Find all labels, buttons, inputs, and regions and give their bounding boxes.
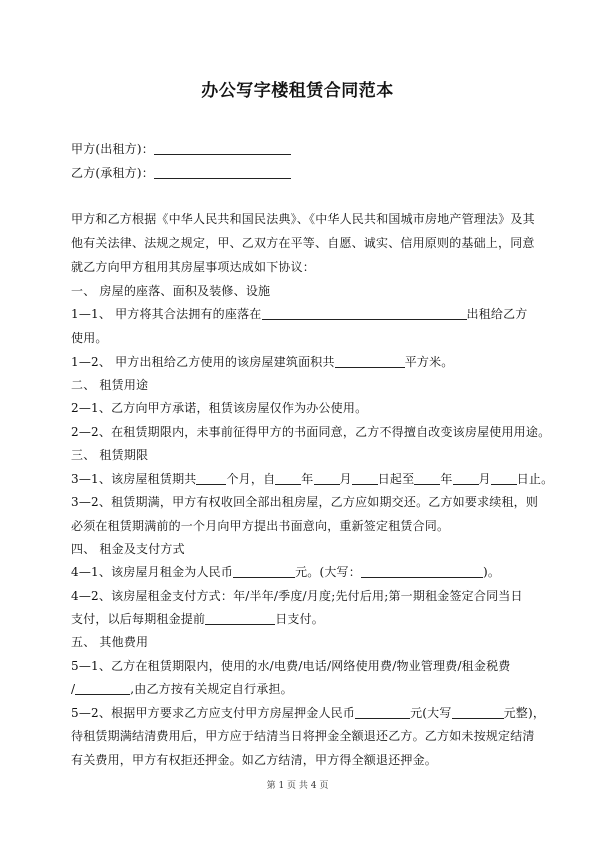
deposit-amount-blank <box>355 706 410 719</box>
clause-1-2-text-a: 1—2、 甲方出租给乙方使用的该房屋建筑面积共 <box>71 355 335 369</box>
clause-5-1-line-2 <box>71 681 528 697</box>
clause-1-2-text-b: 平方米。 <box>404 355 454 369</box>
section-5-heading: 五、 其他费用 <box>71 635 149 649</box>
address-blank <box>262 307 467 320</box>
clause-3-1-text-b: 个月，自 <box>226 472 276 486</box>
clause-5-1-text-b: ,由乙方按有关规定自行承担。 <box>130 682 293 696</box>
section-2-heading: 二、 租赁用途 <box>71 378 149 392</box>
page-title: 办公写字楼租赁合同范本 <box>201 81 394 101</box>
area-blank <box>335 355 405 368</box>
rent-amount-blank <box>233 565 295 578</box>
clause-4-1-text-a: 4—1、该房屋月租金为人民币 <box>71 565 234 579</box>
clause-4-1-text-b: 元。(大写： <box>295 565 361 579</box>
intro-line-3: 就乙方向甲方租用其房屋事项达成如下协议： <box>71 260 316 274</box>
start-month-blank <box>314 472 340 485</box>
clause-3-1-text-d: 月 <box>339 472 352 486</box>
clause-3-1-text-f: 年 <box>440 472 453 486</box>
party-b-blank <box>154 166 291 179</box>
party-a-label: 甲方(出租方)： <box>71 142 154 156</box>
clause-2-2: 2—2、在租赁期限内，未事前征得甲方的书面同意，乙方不得擅自改变该房屋使用用途。 <box>71 425 551 439</box>
months-blank <box>196 472 226 485</box>
clause-5-2-text-a: 5—2、根据甲方要求乙方应支付甲方房屋押金人民币 <box>71 706 356 720</box>
clause-3-1-text-h: 日止。 <box>516 472 554 486</box>
clause-1-2 <box>71 354 528 370</box>
clause-5-2-text-c: 元整)， <box>503 706 546 720</box>
clause-3-1-text-a: 3—1、该房屋租赁期共 <box>71 472 197 486</box>
advance-days-blank <box>205 612 275 625</box>
intro-line-1: 甲方和乙方根据《中华人民共和国民法典》、《中华人民共和国城市房地产管理法》及其 <box>71 212 535 226</box>
rent-uppercase-blank <box>361 565 483 578</box>
section-3-heading: 三、 租赁期限 <box>71 448 149 462</box>
start-day-blank <box>352 472 378 485</box>
clause-3-1-text-c: 年 <box>301 472 314 486</box>
end-day-blank <box>491 472 517 485</box>
clause-1-1 <box>71 306 528 322</box>
clause-3-1-text-e: 日起至 <box>377 472 415 486</box>
clause-4-1 <box>71 564 528 580</box>
section-4-heading: 四、 租金及支付方式 <box>71 542 185 556</box>
party-a-blank <box>154 142 291 155</box>
end-month-blank <box>453 472 479 485</box>
clause-2-1: 2—1、乙方向甲方承诺，租赁该房屋仅作为办公使用。 <box>71 401 368 415</box>
clause-4-1-text-c: )。 <box>482 565 501 579</box>
party-b-line <box>71 165 528 181</box>
clause-4-2-line-1: 4—2、该房屋租金支付方式：年/半年/季度/月度;先付后用;第一期租金签定合同当日 <box>71 589 523 603</box>
clause-4-2-text-a: 支付，以后每期租金提前 <box>71 612 206 626</box>
clause-3-2-line-2: 必须在租赁期满前的一个月向甲方提出书面意向，重新签定租赁合同。 <box>71 519 450 533</box>
clause-5-1-line-1: 5—1、乙方在租赁期限内，使用的水/电费/电话/网络使用费/物业管理费/租金税费 <box>71 659 511 673</box>
end-year-blank <box>414 472 440 485</box>
other-fees-blank <box>75 682 130 695</box>
clause-1-1-text-a: 1—1、 甲方将其合法拥有的座落在 <box>71 307 262 321</box>
clause-1-1-cont: 使用。 <box>71 331 108 345</box>
start-year-blank <box>275 472 301 485</box>
clause-3-2-line-1: 3—2、租赁期满，甲方有权收回全部出租房屋，乙方应如期交还。乙方如要求续租，则 <box>71 495 539 509</box>
clause-4-2-text-b: 日支付。 <box>275 612 325 626</box>
clause-3-1 <box>71 471 554 487</box>
party-b-label: 乙方(承租方)： <box>71 166 154 180</box>
section-1-heading: 一、 房屋的座落、面积及装修、设施 <box>71 284 271 298</box>
clause-5-2-line-3: 有关费用，甲方有权拒还押金。如乙方结清，甲方得全额退还押金。 <box>71 753 438 767</box>
clause-3-1-text-g: 月 <box>478 472 491 486</box>
clause-5-2-line-1 <box>71 705 546 721</box>
clause-5-2-text-b: 元(大写 <box>410 706 452 720</box>
intro-line-2: 他有关法律、法规之规定，甲、乙双方在平等、自愿、诚实、信用原则的基础上，同意 <box>71 236 535 250</box>
page-number: 第 1 页 共 4 页 <box>266 781 329 791</box>
clause-5-2-line-2: 待租赁期满结清费用后，甲方应于结清当日将押金全额退还乙方。乙方如未按规定结清 <box>71 729 535 743</box>
deposit-uppercase-blank <box>452 706 504 719</box>
clause-1-1-text-b: 出租给乙方 <box>466 307 528 321</box>
clause-5-1-text-a: / <box>71 682 76 696</box>
party-a-line <box>71 141 528 157</box>
clause-4-2-line-2 <box>71 611 528 627</box>
